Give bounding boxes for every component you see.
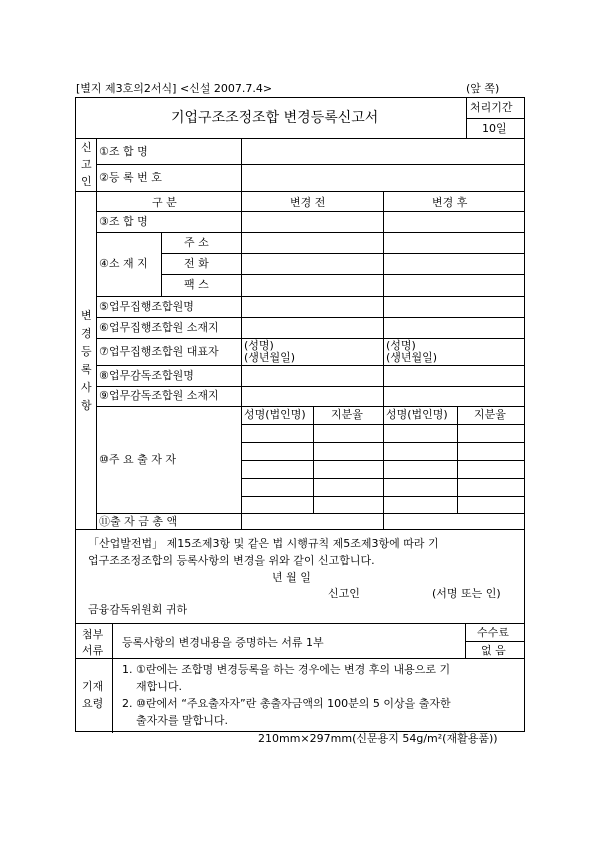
instructions-label-2: 요령: [82, 697, 104, 710]
reporter-union-name-label: ①조 합 명: [99, 145, 148, 158]
instruction-1-line-1: 1. ①란에는 조합명 변경등록을 하는 경우에는 변경 후의 내용으로 기: [122, 663, 451, 676]
declaration-line-1: 「산업발전법」 제15조제3항 및 같은 법 시행규칙 제5조제3항에 따라 기: [88, 537, 439, 550]
changes-section-label-4: 록: [81, 363, 92, 376]
reporter-section-label-1: 신: [81, 141, 92, 154]
reporter-reg-number-label: ②등 록 번 호: [99, 171, 162, 184]
fee-value: 없 음: [481, 644, 506, 657]
changes-section-label-6: 항: [81, 399, 92, 412]
investor-share-header-before: 지분율: [331, 408, 363, 421]
form-title: 기업구조조정조합 변경등록신고서: [171, 110, 379, 126]
location-label: ④소 재 지: [99, 257, 148, 270]
audit-union-name-label: ⑧업무감독조합원명: [99, 369, 194, 382]
instruction-2-line-2: 출자자를 말합니다.: [136, 714, 229, 727]
changes-section-label-5: 사: [81, 381, 92, 394]
declaration-line-2: 업구조조정조합의 등록사항의 변경을 위와 같이 신고합니다.: [88, 554, 375, 567]
total-investment-label: ⑪출 자 금 총 액: [99, 515, 178, 528]
processing-value: 10일: [482, 122, 507, 135]
changes-section-label-1: 변: [81, 309, 92, 322]
location-fax-label: 팩 스: [184, 278, 209, 291]
registration-change-form: [75, 97, 525, 732]
col-category-header: 구 분: [152, 196, 177, 209]
audit-union-location-label: ⑨업무감독조합원 소재지: [99, 389, 219, 402]
changes-section-label-3: 등: [81, 345, 92, 358]
rep-birth-before: (생년월일): [244, 351, 296, 364]
investor-name-header-after: 성명(법인명): [386, 408, 448, 421]
declaration-signature: (서명 또는 인): [432, 587, 501, 600]
exec-union-location-label: ⑥업무집행조합원 소재지: [99, 321, 219, 334]
declaration-addressee: 금융감독위원회 귀하: [88, 603, 188, 616]
form-number: [별지 제3호의2서식] <신설 2007.7.4>: [76, 82, 273, 95]
processing-label: 처리기간: [470, 101, 513, 114]
investors-label: ⑩주 요 출 자 자: [99, 453, 176, 466]
union-name-label: ③조 합 명: [99, 215, 148, 228]
col-before-header: 변경 전: [290, 196, 326, 209]
attachment-label-2: 서류: [82, 644, 104, 657]
investor-share-header-after: 지분율: [474, 408, 506, 421]
col-after-header: 변경 후: [432, 196, 468, 209]
attachment-label-1: 첨부: [82, 628, 104, 641]
page-side: (앞 쪽): [466, 82, 500, 95]
instruction-1-line-2: 재합니다.: [136, 680, 183, 693]
exec-union-rep-label: ⑦업무집행조합원 대표자: [99, 345, 219, 358]
reporter-section-label-3: 인: [81, 175, 92, 188]
exec-union-name-label: ⑤업무집행조합원명: [99, 300, 194, 313]
instruction-2-line-1: 2. ⑩란에서 “주요출자자”란 총출자금액의 100분의 5 이상을 출자한: [122, 697, 451, 710]
reporter-section-label-2: 고: [81, 158, 92, 171]
paper-spec-footer: 210mm×297mm(신문용지 54g/m²(재활용품)): [258, 732, 498, 745]
location-phone-label: 전 화: [184, 257, 209, 270]
fee-label: 수수료: [477, 626, 509, 639]
location-address-label: 주 소: [184, 236, 209, 249]
rep-birth-after: (생년월일): [386, 351, 438, 364]
attachment-content: 등록사항의 변경내용을 증명하는 서류 1부: [122, 636, 324, 649]
investor-name-header-before: 성명(법인명): [244, 408, 306, 421]
instructions-label-1: 기재: [82, 680, 104, 693]
declaration-date: 년 월 일: [272, 571, 311, 584]
changes-section-label-2: 경: [81, 327, 92, 340]
rep-name-before: (성명): [244, 339, 274, 352]
rep-name-after: (성명): [386, 339, 416, 352]
declaration-reporter: 신고인: [328, 587, 360, 600]
